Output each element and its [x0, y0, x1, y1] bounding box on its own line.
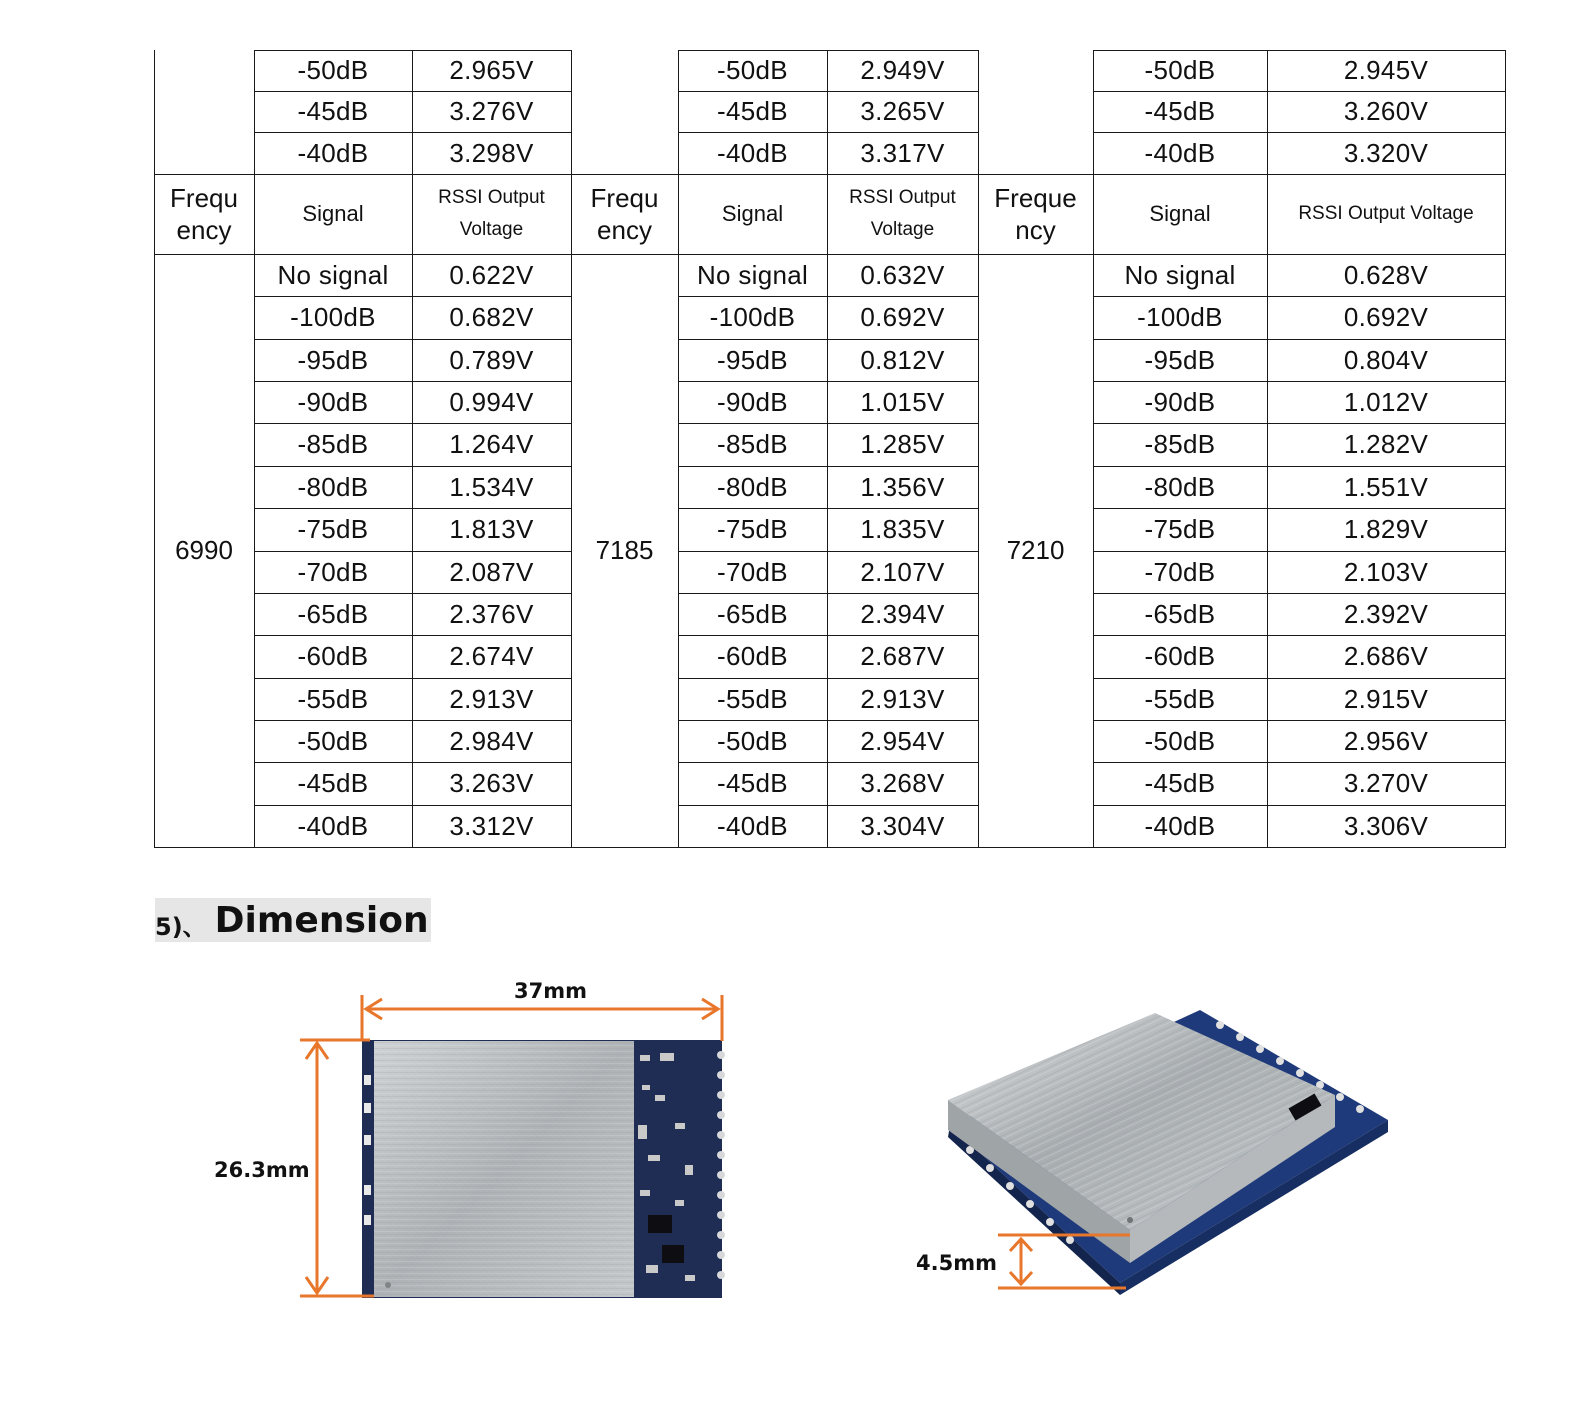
table-border	[678, 551, 979, 552]
top-row-voltage: 2.949V	[860, 55, 945, 85]
table-row-voltage: 2.394V	[860, 598, 945, 629]
table-border	[1093, 132, 1506, 133]
table-row-voltage: 2.954V	[860, 725, 945, 756]
table-row-voltage: 0.804V	[1343, 344, 1429, 375]
table-row-voltage: 1.534V	[449, 471, 534, 502]
table-row-voltage: 2.107V	[860, 556, 945, 587]
table-border	[678, 805, 979, 806]
table-border	[1093, 593, 1506, 594]
table-row-voltage: 2.087V	[449, 556, 534, 587]
table-row-voltage: 0.692V	[1343, 302, 1429, 332]
chip	[662, 1245, 684, 1263]
table-border	[678, 381, 979, 382]
table-border	[254, 296, 572, 297]
frequency-value: 7210	[1006, 535, 1065, 565]
table-row-voltage: 2.686V	[1343, 641, 1429, 671]
table-border	[678, 847, 979, 848]
table-border	[1093, 847, 1506, 848]
table-border	[154, 50, 155, 848]
top-row-voltage: 2.945V	[1343, 55, 1429, 85]
table-border	[1093, 381, 1506, 382]
top-row-signal: -45dB	[297, 96, 369, 126]
table-row-signal: -40dB	[297, 810, 369, 841]
table-row-signal: -85dB	[1144, 429, 1216, 459]
table-border	[678, 254, 979, 255]
table-border	[254, 635, 572, 636]
header-frequency-line1: Frequ	[590, 183, 659, 213]
header-rssi-output-voltage: RSSI Output Voltage	[1298, 203, 1474, 224]
table-row-voltage: 2.913V	[449, 683, 534, 714]
table-border	[678, 720, 979, 721]
table-border	[1093, 50, 1506, 51]
shield-dimple	[1127, 1217, 1133, 1223]
table-border	[254, 508, 572, 509]
table-row-voltage: 2.376V	[449, 598, 534, 629]
table-row-signal: -75dB	[297, 514, 369, 544]
table-border	[412, 50, 413, 848]
table-border	[571, 847, 679, 848]
table-border	[254, 423, 572, 424]
top-row-signal: -50dB	[1144, 55, 1216, 85]
table-border	[254, 466, 572, 467]
table-row-voltage: 1.264V	[449, 429, 534, 459]
table-border	[1093, 174, 1506, 175]
table-row-signal: -55dB	[1144, 683, 1216, 714]
header-rssi-line2: Voltage	[459, 219, 524, 240]
top-row-signal: -40dB	[717, 137, 788, 168]
table-border	[978, 254, 1094, 255]
table-row-voltage: 1.282V	[1343, 429, 1429, 459]
top-row-signal: -45dB	[1144, 96, 1216, 126]
table-border	[254, 254, 572, 255]
table-row-voltage: 1.285V	[860, 429, 945, 459]
table-border	[571, 254, 679, 255]
table-row-signal: -45dB	[1144, 768, 1216, 798]
table-border	[254, 551, 572, 552]
module-perspective-view	[930, 1005, 1400, 1305]
table-row-voltage: 1.012V	[1343, 386, 1429, 417]
table-border	[254, 805, 572, 806]
table-border	[1267, 50, 1268, 848]
table-row-signal: No signal	[696, 259, 809, 290]
header-frequency	[571, 174, 678, 254]
table-border	[571, 50, 572, 848]
table-border	[154, 847, 255, 848]
table-row-signal: -40dB	[1144, 810, 1216, 841]
top-row-signal: -45dB	[717, 96, 788, 126]
table-row-voltage: 3.270V	[1343, 768, 1429, 798]
width-dimension-label: 37mm	[514, 979, 587, 1003]
table-border	[678, 762, 979, 763]
table-border	[1093, 720, 1506, 721]
table-row-signal: -70dB	[297, 556, 369, 587]
table-row-voltage: 1.551V	[1343, 471, 1429, 502]
table-border	[1505, 50, 1506, 848]
table-row-signal: -60dB	[1144, 641, 1216, 671]
table-border	[254, 50, 255, 848]
table-border	[254, 132, 572, 133]
table-border	[154, 254, 255, 255]
table-row-signal: -75dB	[717, 514, 788, 544]
table-row-signal: -60dB	[297, 641, 369, 671]
header-frequency-line1: Freque	[994, 183, 1077, 213]
frequency-value: 6990	[175, 535, 233, 565]
top-row-voltage: 3.298V	[449, 137, 534, 168]
table-row-voltage: 1.015V	[860, 386, 945, 417]
table-border	[1093, 635, 1506, 636]
header-signal: Signal	[302, 201, 364, 226]
table-border	[571, 174, 679, 175]
table-border	[678, 635, 979, 636]
table-border	[1093, 50, 1094, 848]
table-row-voltage: 0.628V	[1343, 259, 1429, 290]
table-row-voltage: 0.812V	[860, 344, 945, 375]
table-row-voltage: 2.984V	[449, 725, 534, 756]
table-border	[678, 423, 979, 424]
table-row-voltage: 0.994V	[449, 386, 534, 417]
top-row-voltage: 2.965V	[449, 55, 534, 85]
table-border	[1093, 466, 1506, 467]
table-row-signal: -45dB	[297, 768, 369, 798]
table-row-signal: -95dB	[717, 344, 788, 375]
header-frequency-line2: ency	[176, 215, 232, 245]
table-border	[254, 678, 572, 679]
table-row-signal: -80dB	[717, 471, 788, 502]
table-border	[1093, 678, 1506, 679]
top-row-voltage: 3.260V	[1343, 96, 1429, 126]
table-row-voltage: 2.915V	[1343, 683, 1429, 714]
table-row-signal: -85dB	[297, 429, 369, 459]
header-signal: Signal	[721, 201, 784, 226]
table-border	[978, 50, 979, 848]
frequency-value: 7185	[595, 535, 654, 565]
top-row-signal: -50dB	[297, 55, 369, 85]
table-row-signal: -65dB	[717, 598, 788, 629]
table-border	[254, 593, 572, 594]
table-border	[678, 132, 979, 133]
table-row-voltage: 1.356V	[860, 471, 945, 502]
table-border	[254, 847, 572, 848]
thickness-dimension-label: 4.5mm	[916, 1251, 997, 1275]
table-row-signal: -55dB	[297, 683, 369, 714]
table-border	[678, 508, 979, 509]
top-row-voltage: 3.265V	[860, 96, 945, 126]
header-frequency	[154, 174, 254, 254]
table-border	[678, 296, 979, 297]
height-dimension-label: 26.3mm	[214, 1158, 310, 1182]
table-row-signal: No signal	[277, 259, 389, 290]
table-border	[978, 174, 1094, 175]
table-row-signal: -90dB	[717, 386, 788, 417]
header-rssi-output-voltage	[827, 174, 978, 254]
table-row-voltage: 1.829V	[1343, 514, 1429, 544]
table-border	[678, 339, 979, 340]
header-rssi-line1: RSSI Output	[849, 187, 956, 208]
table-row-voltage: 3.263V	[449, 768, 534, 798]
header-frequency-line2: ency	[597, 215, 652, 245]
table-border	[254, 91, 572, 92]
table-border	[678, 466, 979, 467]
table-row-signal: -70dB	[1144, 556, 1216, 587]
header-rssi-output-voltage	[412, 174, 571, 254]
table-border	[678, 593, 979, 594]
table-row-signal: -40dB	[717, 810, 788, 841]
table-row-signal: -100dB	[290, 302, 376, 332]
table-row-signal: -50dB	[717, 725, 788, 756]
shield-dimple	[385, 1282, 391, 1288]
table-row-signal: -55dB	[717, 683, 788, 714]
top-row-signal: -50dB	[717, 55, 788, 85]
top-row-voltage: 3.317V	[860, 137, 945, 168]
table-row-signal: -65dB	[297, 598, 369, 629]
chip	[648, 1215, 672, 1233]
table-row-voltage: 2.913V	[860, 683, 945, 714]
table-border	[678, 678, 979, 679]
table-row-voltage: 2.103V	[1343, 556, 1429, 587]
top-row-voltage: 3.276V	[449, 96, 534, 126]
header-signal: Signal	[1149, 201, 1211, 226]
table-row-voltage: 0.682V	[449, 302, 534, 332]
header-frequency-line2: ncy	[1015, 215, 1056, 245]
table-row-signal: -100dB	[1137, 302, 1223, 332]
table-row-voltage: 1.835V	[860, 514, 945, 544]
table-border	[1093, 254, 1506, 255]
table-row-voltage: 3.304V	[860, 810, 945, 841]
table-border	[254, 381, 572, 382]
table-border	[678, 50, 979, 51]
table-row-voltage: 3.268V	[860, 768, 945, 798]
table-border	[978, 847, 1094, 848]
table-row-signal: -50dB	[1144, 725, 1216, 756]
table-row-voltage: 0.692V	[860, 302, 945, 332]
table-border	[154, 174, 255, 175]
header-frequency	[978, 174, 1093, 254]
header-frequency-line1: Frequ	[170, 183, 238, 213]
table-row-voltage: 2.956V	[1343, 725, 1429, 756]
table-row-signal: No signal	[1124, 259, 1236, 290]
table-row-signal: -45dB	[717, 768, 788, 798]
table-border	[1093, 551, 1506, 552]
table-border	[678, 91, 979, 92]
table-row-signal: -95dB	[297, 344, 369, 375]
table-row-voltage: 2.687V	[860, 641, 945, 671]
table-border	[678, 174, 979, 175]
table-border	[254, 339, 572, 340]
table-row-voltage: 0.789V	[449, 344, 534, 375]
table-row-signal: -90dB	[297, 386, 369, 417]
top-row-signal: -40dB	[297, 137, 369, 168]
table-row-voltage: 0.622V	[449, 259, 534, 290]
table-border	[1093, 805, 1506, 806]
table-row-signal: -85dB	[717, 429, 788, 459]
table-row-signal: -70dB	[717, 556, 788, 587]
table-row-signal: -80dB	[297, 471, 369, 502]
section-title: Dimension	[214, 899, 429, 941]
section-heading	[155, 898, 431, 942]
table-row-signal: -65dB	[1144, 598, 1216, 629]
header-rssi-line1: RSSI Output	[438, 187, 545, 208]
table-row-voltage: 3.312V	[449, 810, 534, 841]
table-row-signal: -90dB	[1144, 386, 1216, 417]
table-border	[1093, 91, 1506, 92]
table-border	[1093, 423, 1506, 424]
table-row-signal: -60dB	[717, 641, 788, 671]
table-row-voltage: 3.306V	[1343, 810, 1429, 841]
table-row-signal: -80dB	[1144, 471, 1216, 502]
top-row-voltage: 3.320V	[1343, 137, 1429, 168]
table-row-voltage: 2.674V	[449, 641, 534, 671]
table-border	[254, 762, 572, 763]
table-row-signal: -100dB	[709, 302, 796, 332]
table-border	[254, 720, 572, 721]
table-row-voltage: 1.813V	[449, 514, 534, 544]
header-rssi-line2: Voltage	[870, 219, 935, 240]
module-top-view	[290, 975, 740, 1315]
section-number: 5)、	[155, 912, 207, 941]
table-border	[1093, 762, 1506, 763]
top-row-signal: -40dB	[1144, 137, 1216, 168]
table-row-signal: -50dB	[297, 725, 369, 756]
table-row-signal: -75dB	[1144, 514, 1216, 544]
table-border	[1093, 508, 1506, 509]
table-border	[678, 50, 679, 848]
table-row-voltage: 2.392V	[1343, 598, 1429, 629]
table-border	[254, 50, 572, 51]
table-row-voltage: 0.632V	[860, 259, 945, 290]
table-border	[254, 174, 572, 175]
table-border	[827, 50, 828, 848]
table-border	[1093, 339, 1506, 340]
table-border	[1093, 296, 1506, 297]
table-row-signal: -95dB	[1144, 344, 1216, 375]
